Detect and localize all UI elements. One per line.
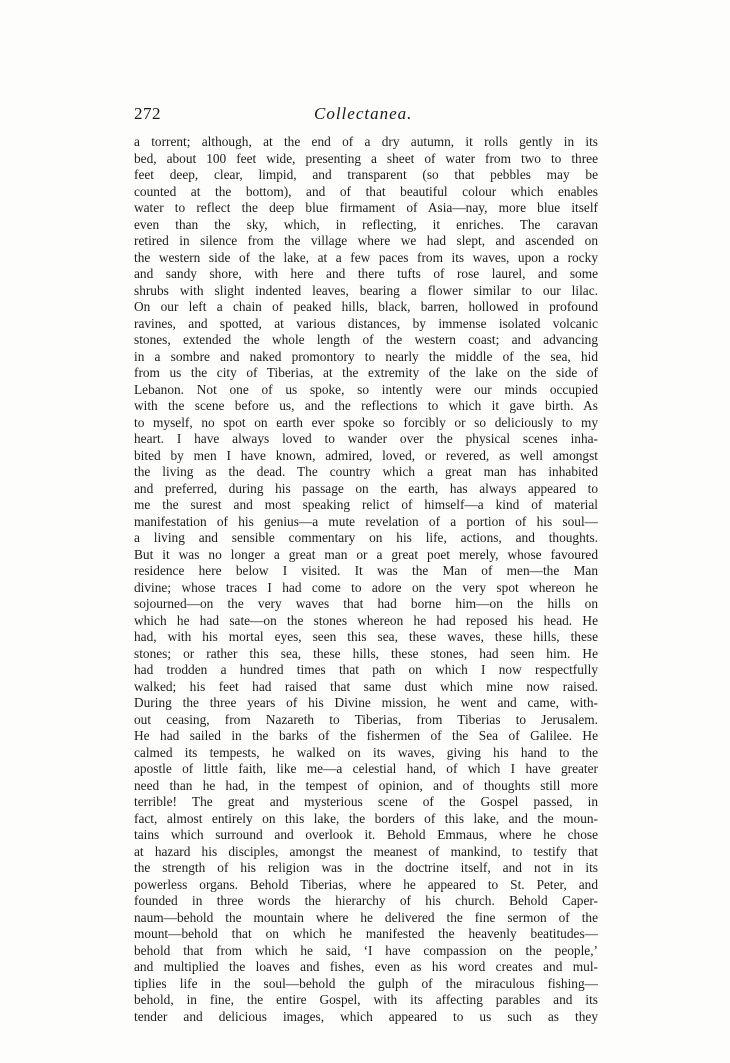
text-line: calmed its tempests, he walked on its waves, giving his hand to the [134, 744, 598, 760]
text-line: mount—behold that on which he manifested the heavenly beatitudes— [134, 926, 598, 941]
text-line: tains which surround and overlook it. Behold Emmaus, where he chose [134, 827, 598, 842]
text-line: need than he had, in the tempest of opinion, and of thoughts still more [134, 777, 598, 793]
text-line: behold, in fine, the entire Gospel, with its affecting parables and its [134, 992, 598, 1007]
text-line: Lebanon. Not one of us spoke, so intently were our minds occupied [134, 381, 598, 397]
text-line: divine; whose traces I had come to adore on the very spot whereon he [134, 579, 598, 595]
text-line: from us the city of Tiberias, at the extremity of the lake on the side of [134, 365, 598, 380]
text-line: heart. I have always loved to wander over the physical scenes inha- [134, 431, 598, 446]
text-line: had trodden a hundred times that path on which I now respectfully [134, 662, 598, 677]
text-line: and sandy shore, with here and there tufts of rose laurel, and some [134, 266, 598, 281]
text-line: counted at the bottom), and of that beautiful colour which enables [134, 183, 598, 199]
text-line: to myself, no spot on earth ever spoke so forcibly or so deliciously to my [134, 414, 598, 430]
text-line: the western side of the lake, at a few paces from its waves, upon a rocky [134, 249, 598, 265]
text-line: feet deep, clear, limpid, and transparent (so that pebbles may be [134, 167, 598, 182]
text-line: the living as the dead. The country which a great man has inhabited [134, 464, 598, 479]
text-line: apostle of little faith, like me—a celestial hand, of which I have greater [134, 761, 598, 776]
text-line: water to reflect the deep blue firmament of Asia—nay, more blue itself [134, 200, 598, 215]
text-line: manifestation of his genius—a mute revelation of a portion of his soul— [134, 513, 598, 529]
text-line: at hazard his disciples, amongst the meanest of mankind, to testify that [134, 843, 598, 859]
text-line: terrible! The great and mysterious scene of the Gospel passed, in [134, 794, 598, 809]
text-line: On our left a chain of peaked hills, black, barren, hollowed in profound [134, 299, 598, 314]
text-line: residence here below I visited. It was the Man of men—the Man [134, 563, 598, 578]
text-line: tender and delicious images, which appeared to us such as they [134, 1008, 598, 1024]
text-line: During the three years of his Divine mission, he went and came, with- [134, 695, 598, 710]
page-number: 272 [134, 104, 161, 123]
text-line: tiplies life in the soul—behold the gulph of the miraculous fishing— [134, 975, 598, 991]
text-line: had, with his mortal eyes, seen this sea, these waves, these hills, these [134, 629, 598, 644]
text-line: shrubs with slight indented leaves, bearing a flower similar to our lilac. [134, 282, 598, 298]
text-line: in a sombre and naked promontory to nearly the middle of the sea, hid [134, 348, 598, 364]
text-line: behold that from which he said, ‘I have compassion on the people,’ [134, 942, 598, 958]
text-line: bed, about 100 feet wide, presenting a sheet of water from two to three [134, 150, 598, 166]
text-line: ravines, and spotted, at various distances, by immense isolated volcanic [134, 315, 598, 331]
text-line: fact, almost entirely on this lake, the borders of this lake, and the moun- [134, 810, 598, 826]
text-line: He had sailed in the barks of the fishermen of the Sea of Galilee. He [134, 728, 598, 743]
text-line: retired in silence from the village where we had slept, and ascended on [134, 233, 598, 248]
text-line: out ceasing, from Nazareth to Tiberias, from Tiberias to Jerusalem. [134, 711, 598, 727]
text-line: bited by men I have known, admired, loved, or revered, as well amongst [134, 447, 598, 463]
text-line: naum—behold the mountain where he delivered the fine sermon of the [134, 909, 598, 925]
text-line: a living and sensible commentary on his life, actions, and thoughts. [134, 530, 598, 545]
text-line: a torrent; although, at the end of a dry autumn, it rolls gently in its [134, 134, 598, 149]
text-line: sojourned—on the very waves that had borne him—on the hills on [134, 596, 598, 611]
body-text [134, 134, 598, 1025]
text-line: stones, extended the whole length of the western coast; and advancing [134, 332, 598, 347]
text-line: the strength of his religion was in the doctrine itself, and not in its [134, 860, 598, 875]
text-line: me the surest and most speaking relict of himself—a kind of material [134, 497, 598, 512]
text-line: But it was no longer a great man or a great poet merely, whose favoured [134, 546, 598, 562]
text-line: powerless organs. Behold Tiberias, where he appeared to St. Peter, and [134, 876, 598, 892]
text-line: stones; or rather this sea, these hills, these stones, had seen him. He [134, 645, 598, 661]
text-line: walked; his feet had raised that same dust which mine now raised. [134, 678, 598, 694]
text-line: even than the sky, which, in reflecting, it enriches. The caravan [134, 216, 598, 232]
text-line: and preferred, during his passage on the earth, has always appeared to [134, 480, 598, 496]
page-header [134, 104, 598, 128]
running-title: Collectanea. [314, 104, 413, 123]
text-line: and multiplied the loaves and fishes, even as his word creates and mul- [134, 959, 598, 974]
text-line: with the scene before us, and the reflections to which it gave birth. As [134, 398, 598, 413]
text-line: founded in three words the hierarchy of his church. Behold Caper- [134, 893, 598, 908]
text-line: which he had sate—on the stones whereon he had reposed his head. He [134, 612, 598, 628]
